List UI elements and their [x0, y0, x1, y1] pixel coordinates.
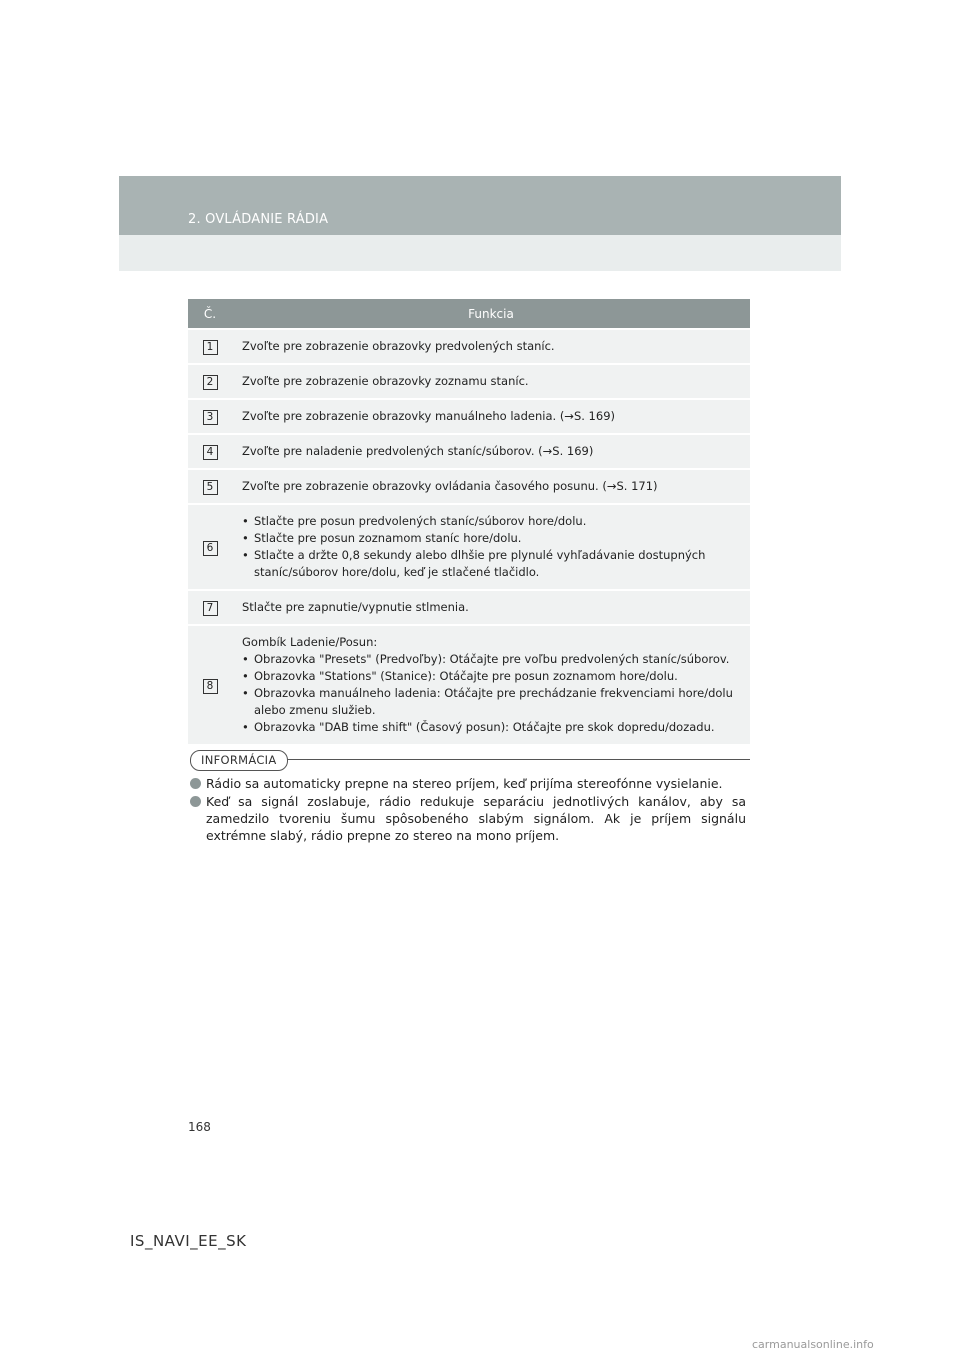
footer-code: IS_NAVI_EE_SK: [130, 1232, 247, 1250]
table-row: [188, 399, 750, 434]
bullet-item: • Obrazovka "DAB time shift" (Časový posun): Otáčajte pre skok dopredu/dozadu.: [242, 719, 742, 736]
number-box: 5: [203, 480, 218, 495]
table-row: [188, 504, 750, 590]
table-row: [188, 590, 750, 625]
row-number-cell: [188, 625, 232, 744]
function-table: [188, 299, 750, 744]
row-text: Zvoľte pre zobrazenie obrazovky zoznamu staníc.: [232, 364, 750, 399]
table-row: [188, 364, 750, 399]
bullet-item: • Stlačte pre posun zoznamom staníc hore/dolu.: [242, 530, 742, 547]
number-box: 4: [203, 445, 218, 460]
info-item-text: Rádio sa automaticky prepne na stereo príjem, keď prijíma stereofónne vysielanie.: [206, 776, 723, 791]
row-number-cell: [188, 504, 232, 590]
row-text: Zvoľte pre zobrazenie obrazovky predvolených staníc.: [232, 329, 750, 364]
row-number-cell: [188, 399, 232, 434]
number-box: 3: [203, 410, 218, 425]
row-number-cell: [188, 364, 232, 399]
row-text: Zvoľte pre zobrazenie obrazovky manuálneho ladenia. (→S. 169): [232, 399, 750, 434]
table-row: [188, 434, 750, 469]
row-text: Stlačte pre zapnutie/vypnutie stlmenia.: [232, 590, 750, 625]
column-header-number: Č.: [188, 299, 232, 329]
number-box: 1: [203, 340, 218, 355]
page-number: 168: [188, 1120, 211, 1134]
row-number-cell: [188, 590, 232, 625]
bullet-item: • Obrazovka "Stations" (Stanice): Otáčajte pre posun zoznamom hore/dolu.: [242, 668, 742, 685]
bullet-item: • Obrazovka manuálneho ladenia: Otáčajte pre prechádzanie frekvenciami hore/dolu alebo zmenu služieb.: [242, 685, 742, 719]
number-box: 6: [203, 541, 218, 556]
table-header-row: [188, 299, 750, 329]
bullet-dot-icon: [190, 778, 201, 789]
number-box: 2: [203, 375, 218, 390]
table-row: [188, 329, 750, 364]
header-subband: [119, 235, 841, 271]
row-intro: Gombík Ladenie/Posun:: [242, 635, 378, 649]
watermark: carmanualsonline.info: [752, 1338, 874, 1351]
info-item: [190, 775, 746, 792]
info-label: INFORMÁCIA: [190, 750, 288, 771]
info-item: [190, 793, 746, 844]
row-number-cell: [188, 329, 232, 364]
table-row: [188, 625, 750, 744]
number-box: 7: [203, 601, 218, 616]
number-box: 8: [203, 679, 218, 694]
bullet-item: • Stlačte a držte 0,8 sekundy alebo dlhšie pre plynulé vyhľadávanie dostupných staníc/súborov hore/dolu, keď je stlačené tlačidlo.: [242, 547, 742, 581]
info-item-text: Keď sa signál zoslabuje, rádio redukuje separáciu jednotlivých kanálov, aby sa zamedzilo tvoreniu šumu spôsobeného slabým signálom. Ak je príjem signálu extrémne slabý, rádio prepne zo stereo na mono príjem.: [206, 794, 746, 843]
info-list: [190, 775, 746, 845]
bullet-item: • Stlačte pre posun predvolených staníc/súborov hore/dolu.: [242, 513, 742, 530]
row-text: Zvoľte pre zobrazenie obrazovky ovládania časového posunu. (→S. 171): [232, 469, 750, 504]
bullet-dot-icon: [190, 796, 201, 807]
row-number-cell: [188, 469, 232, 504]
row-number-cell: [188, 434, 232, 469]
section-title: 2. OVLÁDANIE RÁDIA: [188, 212, 329, 227]
bullet-item: • Obrazovka "Presets" (Predvoľby): Otáčajte pre voľbu predvolených staníc/súborov.: [242, 651, 742, 668]
row-text: Zvoľte pre naladenie predvolených staníc/súborov. (→S. 169): [232, 434, 750, 469]
row-bullets: [232, 625, 750, 744]
row-bullets: [232, 504, 750, 590]
table-row: [188, 469, 750, 504]
column-header-function: Funkcia: [232, 299, 750, 329]
